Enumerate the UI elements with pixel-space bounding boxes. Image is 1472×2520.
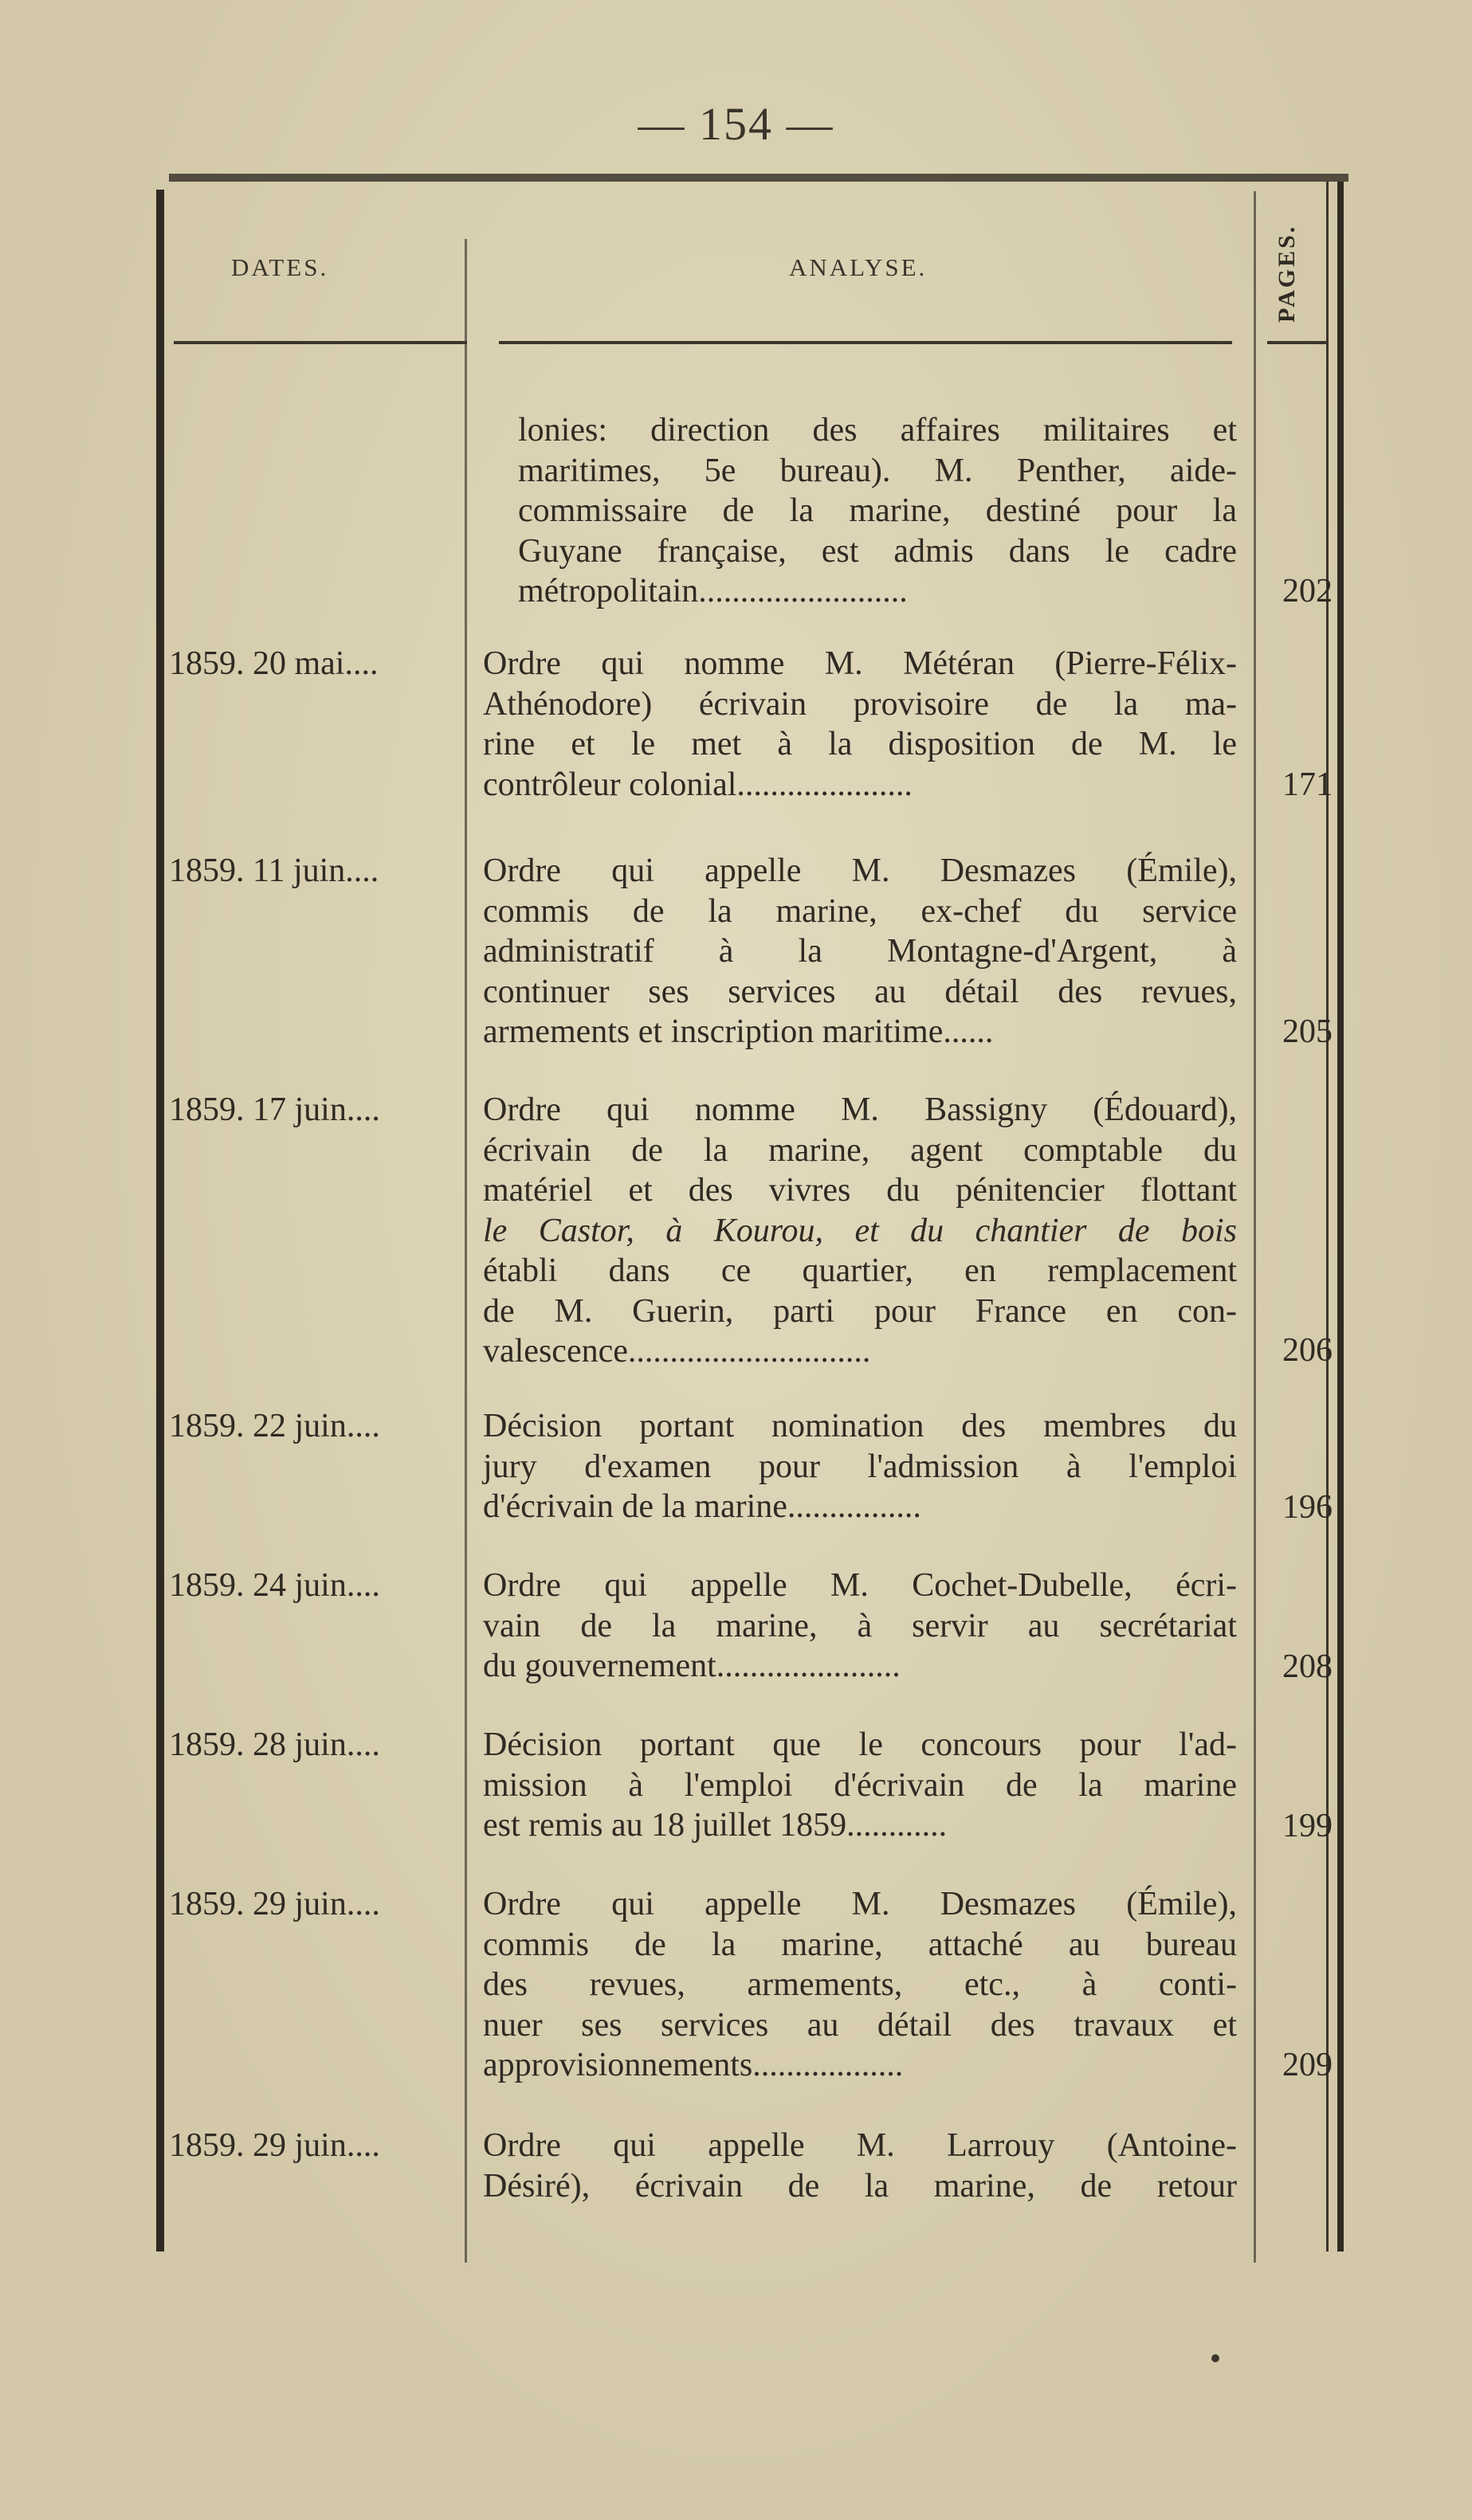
entry-date: 1859. 29 juin.... [169, 2127, 380, 2164]
ink-speck [1211, 2354, 1219, 2362]
analysis-line: est remis au 18 juillet 1859............ [483, 1807, 948, 1844]
entry-page: 171 [1282, 766, 1333, 803]
analysis-line: nuer ses services au détail des travaux et [483, 2006, 1237, 2044]
analysis-line: lonies: direction des affaires militaires et [518, 412, 1237, 449]
table-top-rule [169, 174, 1348, 182]
analysis-line: administratif à la Montagne-d'Argent, à [483, 933, 1237, 970]
analysis-line: Ordre qui nomme M. Météran (Pierre-Félix- [483, 645, 1237, 682]
entry-page: 202 [1282, 573, 1333, 609]
entry-analysis [483, 1566, 1237, 1687]
column-divider-dates [465, 239, 467, 2263]
analysis-line: rine et le met à la disposition de M. le [483, 726, 1237, 762]
header-underline-pages [1267, 341, 1326, 344]
header-underline-analyse [499, 341, 1232, 344]
analysis-line: Ordre qui nomme M. Bassigny (Édouard), [483, 1091, 1237, 1128]
entry-analysis [483, 1884, 1237, 2086]
analysis-line: mission à l'emploi d'écrivain de la marine [483, 1766, 1237, 1804]
entry-analysis [483, 1406, 1237, 1527]
analysis-line: valescence............................. [483, 1333, 871, 1370]
entry-page: 199 [1282, 1808, 1333, 1844]
analysis-line: établi dans ce quartier, en remplacement [483, 1252, 1237, 1289]
entry-date: 1859. 29 juin.... [169, 1886, 380, 1922]
entry-date: 1859. 24 juin.... [169, 1567, 380, 1604]
analysis-line: Décision portant nomination des membres du [483, 1408, 1237, 1444]
analysis-line: du gouvernement...................... [483, 1648, 901, 1684]
entry-page: 205 [1282, 1013, 1333, 1050]
entry-page: 209 [1282, 2047, 1333, 2083]
analysis-line: Guyane française, est admis dans le cadre [518, 532, 1237, 570]
entry-analysis [483, 2126, 1237, 2206]
entry-date: 1859. 28 juin.... [169, 1726, 380, 1763]
analysis-line: continuer ses services au détail des revues, [483, 973, 1237, 1010]
analysis-line: commis de la marine, ex-chef du service [483, 892, 1237, 930]
header-analyse: ANALYSE. [789, 253, 928, 281]
entry-analysis [483, 1090, 1237, 1372]
header-underline-dates [174, 341, 467, 344]
analysis-line: Ordre qui appelle M. Desmazes (Émile), [483, 852, 1237, 889]
entry-page: 206 [1282, 1332, 1333, 1369]
entry-analysis [483, 410, 1237, 612]
analysis-line: armements et inscription maritime...... [483, 1013, 994, 1050]
analysis-line: contrôleur colonial..................... [483, 766, 913, 803]
analysis-line: commissaire de la marine, destiné pour la [518, 492, 1237, 529]
entry-analysis [483, 1725, 1237, 1846]
entry-date: 1859. 11 juin.... [169, 852, 379, 889]
analysis-line: Ordre qui appelle M. Desmazes (Émile), [483, 1886, 1237, 1922]
entry-date: 1859. 20 mai.... [169, 645, 379, 682]
entry-date: 1859. 17 juin.... [169, 1091, 380, 1128]
entry-page: 208 [1282, 1648, 1333, 1685]
analysis-line: d'écrivain de la marine................ [483, 1488, 921, 1525]
analysis-line: métropolitain......................... [518, 573, 908, 609]
table-right-rule-thin [1326, 182, 1329, 2252]
analysis-line: de M. Guerin, parti pour France en con- [483, 1292, 1237, 1330]
table-left-rule [156, 190, 164, 2252]
analysis-line: jury d'examen pour l'admission à l'emploi [483, 1448, 1237, 1485]
header-dates: DATES. [231, 253, 329, 281]
analysis-line: Athénodore) écrivain provisoire de la ma- [483, 685, 1237, 723]
header-pages: PAGES. [1274, 224, 1300, 323]
analysis-line: commis de la marine, attaché au bureau [483, 1926, 1237, 1963]
entry-page: 196 [1282, 1489, 1333, 1526]
page-number: — 154 — [638, 98, 834, 150]
entry-analysis [483, 851, 1237, 1052]
analysis-line: Ordre qui appelle M. Cochet-Dubelle, écri- [483, 1567, 1237, 1604]
analysis-line: des revues, armements, etc., à conti- [483, 1966, 1237, 2003]
table-right-rule-thick [1337, 182, 1344, 2252]
analysis-line: Ordre qui appelle M. Larrouy (Antoine- [483, 2127, 1237, 2164]
analysis-line: le Castor, à Kourou, et du chantier de bois [483, 1212, 1237, 1249]
analysis-line: matériel et des vivres du pénitencier flottant [483, 1172, 1237, 1209]
analysis-line: Décision portant que le concours pour l'ad- [483, 1726, 1237, 1763]
analysis-line: Désiré), écrivain de la marine, de retour [483, 2167, 1237, 2205]
column-divider-analyse [1254, 191, 1256, 2263]
analysis-line: approvisionnements.................. [483, 2047, 904, 2083]
analysis-line: vain de la marine, à servir au secrétariat [483, 1607, 1237, 1644]
entry-analysis [483, 644, 1237, 805]
analysis-line: écrivain de la marine, agent comptable du [483, 1131, 1237, 1169]
analysis-line: maritimes, 5e bureau). M. Penther, aide- [518, 452, 1237, 489]
entry-date: 1859. 22 juin.... [169, 1408, 380, 1444]
